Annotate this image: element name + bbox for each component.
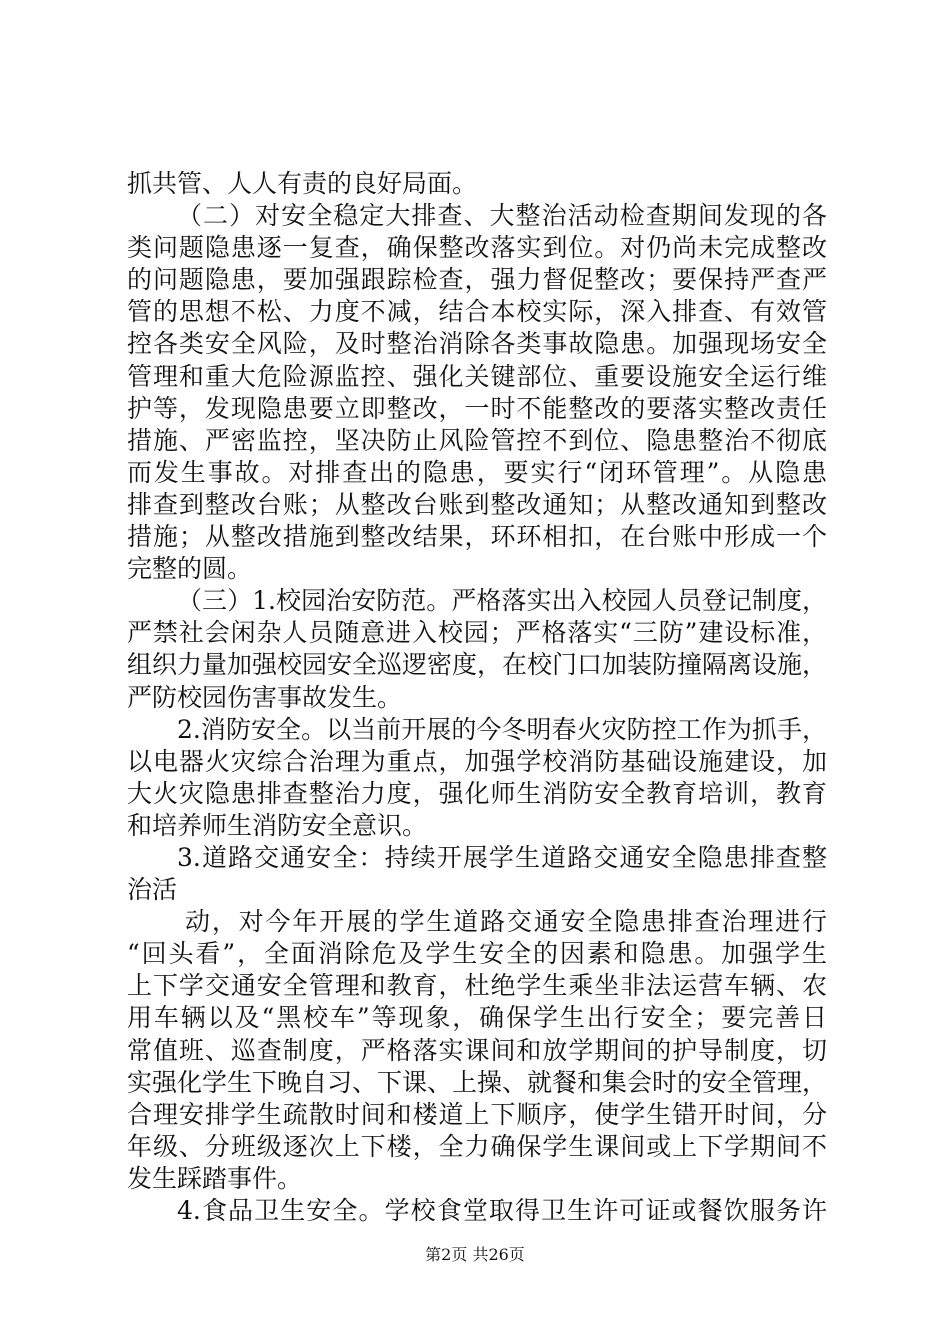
- text-line: “回头看”，全面消除危及学生安全的因素和隐患。加强学生: [127, 939, 827, 969]
- text-line: 组织力量加强校园安全巡逻密度，在校门口加装防撞隔离设施，: [127, 650, 828, 680]
- text-line: 的问题隐患，要加强跟踪检查，强力督促整改；要保持严查严: [127, 265, 827, 295]
- text-line: 和培养师生消防安全意识。: [127, 810, 428, 840]
- item-heading-food-safety: 4.食品卫生安全。学校食堂取得卫生许可证或餐饮服务许: [177, 1196, 827, 1225]
- text-line: 管的思想不松、力度不减，结合本校实际，深入排查、有效管: [127, 297, 827, 327]
- text-line: 上下学交通安全管理和教育，杜绝学生乘坐非法运营车辆、农: [127, 971, 827, 1001]
- text-line: 严禁社会闲杂人员随意进入校园；严格落实“三防”建设标准，: [127, 618, 827, 648]
- text-line: 常值班、巡查制度，严格落实课间和放学期间的护导制度，切: [127, 1035, 827, 1065]
- text-line: 类问题隐患逐一复查，确保整改落实到位。对仍尚未完成整改: [127, 233, 827, 263]
- text-line: 发生踩踏事件。: [127, 1163, 303, 1193]
- item-heading-fire-safety: 2.消防安全。以当前开展的今冬明春火灾防控工作为抓手，: [177, 714, 827, 744]
- item-heading-traffic-safety: 3.道路交通安全：持续开展学生道路交通安全隐患排查整: [177, 842, 827, 872]
- text-line: 实强化学生下晚自习、下课、上操、就餐和集会时的安全管理，: [127, 1067, 828, 1097]
- text-line: 用车辆以及“黑校车”等现象，确保学生出行安全；要完善日: [127, 1003, 827, 1033]
- text-line: 护等，发现隐患要立即整改，一时不能整改的要落实整改责任: [127, 393, 827, 423]
- text-line: 年级、分班级逐次上下楼，全力确保学生课间或上下学期间不: [127, 1131, 827, 1161]
- paragraph-heading-2: （二）对安全稳定大排查、大整治活动检查期间发现的各: [177, 201, 827, 231]
- paragraph-heading-3: （三）1.校园治安防范。严格落实出入校园人员登记制度，: [177, 586, 827, 616]
- text-line: 以电器火灾综合治理为重点，加强学校消防基础设施建设，加: [127, 746, 827, 776]
- text-line: 管理和重大危险源监控、强化关键部位、重要设施安全运行维: [127, 361, 827, 391]
- text-line: 完整的圆。: [127, 554, 253, 584]
- text-line: 严防校园伤害事故发生。: [127, 682, 403, 712]
- text-line: 治活: [127, 875, 178, 905]
- text-line: 抓共管、人人有责的良好局面。: [127, 169, 478, 198]
- text-line: 排查到整改台账；从整改台账到整改通知；从整改通知到整改: [127, 489, 827, 519]
- text-line: 控各类安全风险，及时整治消除各类事故隐患。加强现场安全: [127, 329, 827, 359]
- document-body: [127, 168, 827, 1227]
- page-number-footer: 第2页 共26页: [425, 1245, 525, 1264]
- text-line: 大火灾隐患排查整治力度，强化师生消防安全教育培训，教育: [127, 778, 827, 808]
- text-line: 措施、严密监控，坚决防止风险管控不到位、隐患整治不彻底: [127, 425, 827, 455]
- text-line: 合理安排学生疏散时间和楼道上下顺序，使学生错开时间，分: [127, 1099, 827, 1129]
- text-line: 动，对今年开展的学生道路交通安全隐患排查治理进行: [185, 907, 827, 937]
- text-line: 而发生事故。对排查出的隐患，要实行“闭环管理”。从隐患: [127, 457, 827, 487]
- text-line: 措施；从整改措施到整改结果，环环相扣，在台账中形成一个: [127, 522, 827, 552]
